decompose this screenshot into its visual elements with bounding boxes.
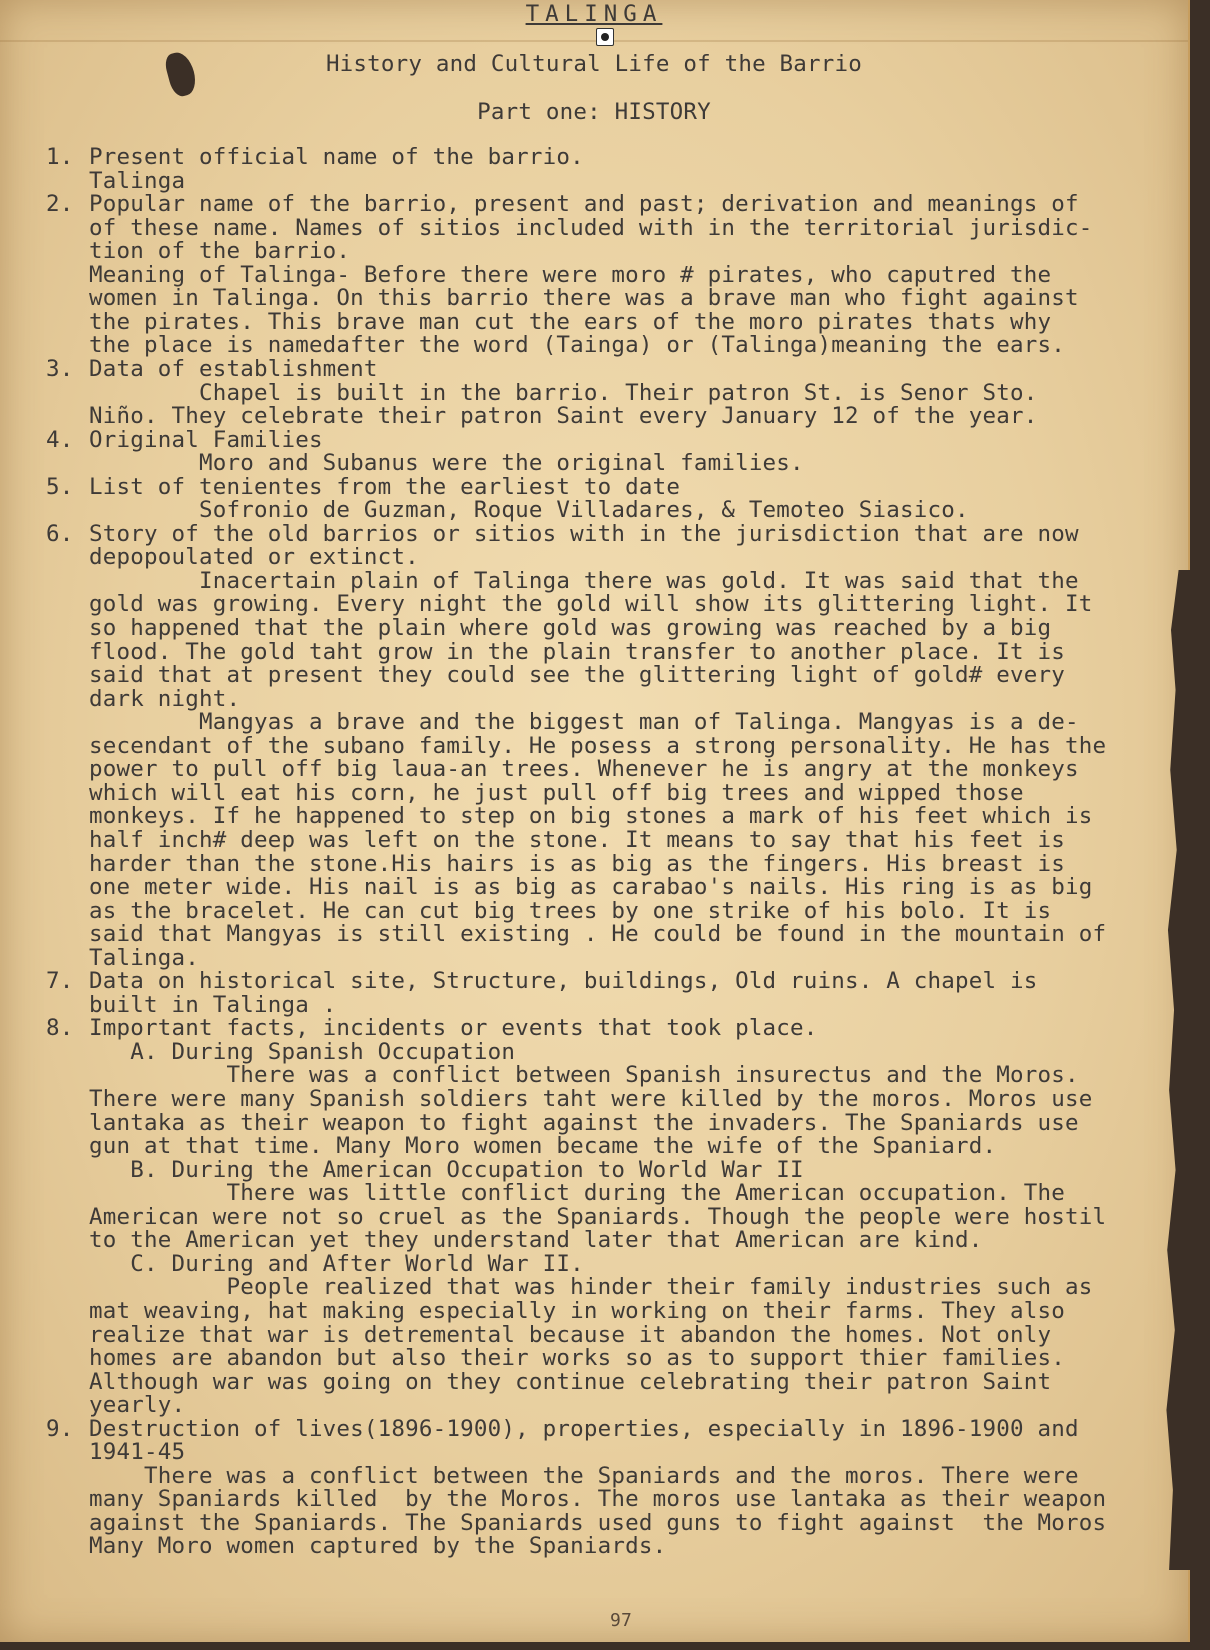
text-line: tion of the barrio. [89,238,351,265]
document-title: TALINGA [525,1,663,27]
text-line: There was a conflict between the Spaniards and the moros. There were [89,1462,1079,1489]
text-line: said that at present they could see the glittering light of gold# every [89,662,1065,689]
item-number: 7. [46,968,74,995]
text-line: monkeys. If he happened to step on big stones a mark of his feet which is [89,803,1093,830]
item-number: 8. [46,1015,74,1042]
text-line: gun at that time. Many Moro women became the wife of the Spaniard. [89,1133,997,1160]
item-number: 5. [46,473,74,500]
text-line: mat weaving, hat making especially in working on their farms. They also [89,1297,1065,1324]
page-number: 97 [610,1610,633,1631]
text-line: harder than the stone.His hairs is as big as the fingers. His breast is [89,850,1065,877]
text-line: There were many Spanish soldiers taht were killed by the moros. Moros use [89,1086,1093,1112]
text-line: List of tenientes from the earliest to date [89,473,681,500]
text-line: Data on historical site, Structure, buildings, Old ruins. A chapel is [89,968,1038,995]
text-line: Original Families [89,426,323,453]
text-line: 1941-45 [89,1439,186,1466]
item-number: 1. [46,144,74,170]
text-line: Moro and Subanus were the original families. [89,450,804,477]
item-number: 2. [46,191,74,218]
document-subtitle: History and Cultural Life of the Barrio [325,51,863,77]
text-line: built in Talinga . [89,991,337,1018]
text-line: Meaning of Talinga- Before there were moro # pirates, who caputred the [89,261,1052,288]
text-line: People realized that was hinder their family industries such as [89,1274,1093,1301]
text-line: the place is namedafter the word (Tainga) or (Talinga)meaning the ears. [89,332,1065,359]
text-line: realize that war is detremental because it abandon the homes. Not only [89,1321,1052,1348]
text-line: Talinga [89,167,186,194]
text-line: many Spaniards killed by the Moros. The moros use lantaka as their weapon [89,1486,1107,1513]
text-line: American were not so cruel as the Spaniards. Though the people were hostil [89,1203,1107,1230]
text-line: against the Spaniards. The Spaniards used guns to fight against the Moros [89,1509,1107,1536]
item-number: 4. [46,426,74,453]
text-line: Many Moro women captured by the Spaniards. [89,1533,667,1560]
text-line: said that Mangyas is still existing . He could be found in the mountain of [89,921,1107,948]
text-line: Although war was going on they continue celebrating their patron Saint [89,1368,1052,1395]
item-number: 9. [46,1415,74,1442]
text-line: There was little conflict during the American occupation. The [89,1180,1065,1207]
text-line: flood. The gold taht grow in the plain transfer to another place. It is [89,638,1065,665]
text-line: There was a conflict between Spanish insurectus and the Moros. [89,1062,1079,1089]
text-line: the pirates. This brave man cut the ears of the moro pirates thats why [89,308,1052,335]
item-number: 3. [46,355,74,382]
text-line: lantaka as their weapon to fight against the invaders. The Spaniards use [89,1109,1079,1136]
text-line: power to pull off big laua-an trees. Whenever he is angry at the monkeys [89,756,1079,783]
text-line: Chapel is built in the barrio. Their patron St. is Senor Sto. [89,379,1038,406]
text-line: B. During the American Occupation to World War II [89,1156,804,1183]
part-heading: Part one: HISTORY [477,99,711,125]
text-line: so happened that the plain where gold was growing was reached by a big [89,615,1052,641]
text-line: to the American yet they understand later that American are kind. [89,1227,983,1254]
text-line: A. During Spanish Occupation [89,1038,516,1065]
item-number: 6. [46,520,74,547]
stamp-mark-icon [596,28,614,46]
text-line: gold was growing. Every night the gold will show its glittering light. It [89,591,1093,618]
text-line: Sofronio de Guzman, Roque Villadares, & Temoteo Siasico. [89,497,969,524]
text-line: as the bracelet. He can cut big trees by one strike of his bolo. It is [89,897,1052,924]
text-line: Present official name of the barrio. [89,144,584,170]
text-line: one meter wide. His nail is as big as carabao's nails. His ring is as big [89,874,1093,901]
text-line: Mangyas a brave and the biggest man of Talinga. Mangyas is a de- [89,709,1079,736]
text-line: Data of establishment [89,355,378,382]
text-line: Inacertain plain of Talinga there was gold. It was said that the [89,567,1079,594]
text-line: half inch# deep was left on the stone. It means to say that his feet is [89,826,1065,853]
text-line: women in Talinga. On this barrio there was a brave man who fight against [89,285,1079,312]
text-line: of these name. Names of sitios included with in the territorial jurisdic- [89,214,1093,241]
text-line: dark night. [89,685,241,712]
text-line: Niño. They celebrate their patron Saint every January 12 of the year. [89,403,1038,430]
text-line: which will eat his corn, he just pull off big trees and wipped those [89,779,1024,806]
text-line: Story of the old barrios or sitios with in the jurisdiction that are now [89,520,1079,547]
text-line: Popular name of the barrio, present and past; derivation and meanings of [89,191,1079,218]
text-line: homes are abandon but also their works so as to support thier families. [89,1345,1065,1372]
text-line: depopoulated or extinct. [89,544,419,571]
text-line: Talinga. [89,944,199,971]
text-line: C. During and After World War II. [89,1250,584,1277]
text-line: yearly. [89,1392,186,1419]
text-line: Important facts, incidents or events that took place. [89,1015,818,1042]
text-line: secendant of the subano family. He posess a strong personality. He has the [89,732,1107,759]
text-line: Destruction of lives(1896-1900), properties, especially in 1896-1900 and [89,1415,1079,1442]
